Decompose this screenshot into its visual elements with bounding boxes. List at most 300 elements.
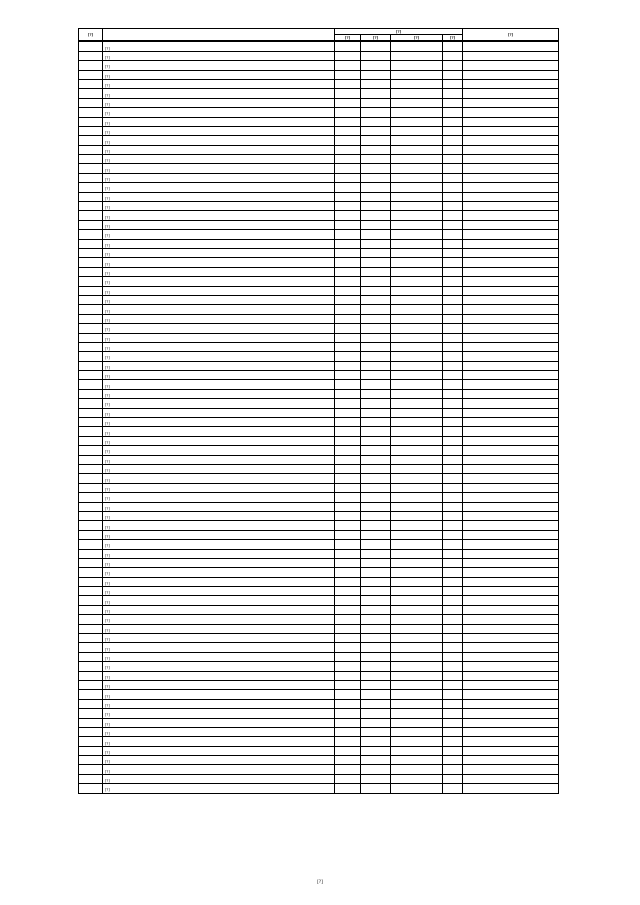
row-name: [?] bbox=[103, 690, 335, 699]
row-target bbox=[391, 493, 443, 502]
row-number bbox=[79, 502, 103, 511]
row-grbs bbox=[335, 784, 361, 793]
row-grbs bbox=[335, 89, 361, 98]
row-target bbox=[391, 305, 443, 314]
table-row bbox=[79, 258, 559, 267]
row-grbs bbox=[335, 577, 361, 586]
table-row bbox=[79, 108, 559, 117]
row-number bbox=[79, 220, 103, 229]
row-number bbox=[79, 671, 103, 680]
row-name: [?] bbox=[103, 155, 335, 164]
row-grbs bbox=[335, 239, 361, 248]
row-amount bbox=[463, 202, 559, 211]
row-type bbox=[443, 239, 463, 248]
row-type bbox=[443, 540, 463, 549]
row-name: [?] bbox=[103, 333, 335, 342]
row-name: [?] bbox=[103, 784, 335, 793]
row-section bbox=[361, 540, 391, 549]
row-name: [?] bbox=[103, 634, 335, 643]
row-target bbox=[391, 324, 443, 333]
row-number bbox=[79, 784, 103, 793]
table-row bbox=[79, 314, 559, 323]
row-target bbox=[391, 408, 443, 417]
row-section bbox=[361, 389, 391, 398]
row-target bbox=[391, 314, 443, 323]
row-amount bbox=[463, 399, 559, 408]
row-type bbox=[443, 699, 463, 708]
row-number bbox=[79, 389, 103, 398]
row-grbs bbox=[335, 530, 361, 539]
row-name: [?] bbox=[103, 399, 335, 408]
row-target bbox=[391, 577, 443, 586]
row-type bbox=[443, 267, 463, 276]
row-target bbox=[391, 389, 443, 398]
row-target bbox=[391, 530, 443, 539]
row-amount bbox=[463, 774, 559, 783]
row-name: [?] bbox=[103, 455, 335, 464]
table-body bbox=[79, 42, 559, 793]
row-type bbox=[443, 145, 463, 154]
row-number bbox=[79, 79, 103, 88]
row-number bbox=[79, 239, 103, 248]
row-amount bbox=[463, 511, 559, 520]
row-amount bbox=[463, 634, 559, 643]
table-row bbox=[79, 558, 559, 567]
row-number bbox=[79, 145, 103, 154]
row-grbs bbox=[335, 765, 361, 774]
row-number bbox=[79, 652, 103, 661]
row-name: [?] bbox=[103, 183, 335, 192]
table-row bbox=[79, 493, 559, 502]
table-row bbox=[79, 737, 559, 746]
table-row bbox=[79, 136, 559, 145]
row-number bbox=[79, 634, 103, 643]
row-type bbox=[443, 258, 463, 267]
row-section bbox=[361, 164, 391, 173]
row-section bbox=[361, 380, 391, 389]
table-row bbox=[79, 220, 559, 229]
row-target bbox=[391, 98, 443, 107]
row-number bbox=[79, 173, 103, 182]
row-grbs bbox=[335, 436, 361, 445]
row-section bbox=[361, 756, 391, 765]
header-grbs: [?] bbox=[335, 35, 361, 41]
header-no: [?] bbox=[79, 29, 103, 41]
row-section bbox=[361, 42, 391, 51]
row-grbs bbox=[335, 258, 361, 267]
row-target bbox=[391, 230, 443, 239]
table-row bbox=[79, 483, 559, 492]
row-section bbox=[361, 258, 391, 267]
table-row bbox=[79, 605, 559, 614]
row-target bbox=[391, 756, 443, 765]
row-type bbox=[443, 690, 463, 699]
table-row bbox=[79, 277, 559, 286]
row-amount bbox=[463, 117, 559, 126]
table-row bbox=[79, 117, 559, 126]
row-amount bbox=[463, 699, 559, 708]
row-number bbox=[79, 249, 103, 258]
row-grbs bbox=[335, 652, 361, 661]
row-type bbox=[443, 70, 463, 79]
row-target bbox=[391, 568, 443, 577]
row-amount bbox=[463, 136, 559, 145]
row-name: [?] bbox=[103, 211, 335, 220]
row-type bbox=[443, 568, 463, 577]
row-grbs bbox=[335, 286, 361, 295]
row-type bbox=[443, 51, 463, 60]
row-target bbox=[391, 211, 443, 220]
row-number bbox=[79, 126, 103, 135]
row-target bbox=[391, 136, 443, 145]
row-section bbox=[361, 511, 391, 520]
row-section bbox=[361, 718, 391, 727]
row-target bbox=[391, 587, 443, 596]
table-row bbox=[79, 540, 559, 549]
row-name: [?] bbox=[103, 61, 335, 70]
row-type bbox=[443, 605, 463, 614]
table-row bbox=[79, 784, 559, 793]
row-grbs bbox=[335, 568, 361, 577]
row-section bbox=[361, 427, 391, 436]
row-name: [?] bbox=[103, 558, 335, 567]
row-number bbox=[79, 155, 103, 164]
row-section bbox=[361, 399, 391, 408]
row-name: [?] bbox=[103, 239, 335, 248]
row-number bbox=[79, 277, 103, 286]
row-name: [?] bbox=[103, 746, 335, 755]
row-section bbox=[361, 615, 391, 624]
table-row bbox=[79, 380, 559, 389]
table-row bbox=[79, 418, 559, 427]
table-row bbox=[79, 521, 559, 530]
row-number bbox=[79, 399, 103, 408]
row-target bbox=[391, 295, 443, 304]
row-number bbox=[79, 183, 103, 192]
row-type bbox=[443, 727, 463, 736]
row-number bbox=[79, 380, 103, 389]
table-row bbox=[79, 70, 559, 79]
row-type bbox=[443, 108, 463, 117]
row-type bbox=[443, 446, 463, 455]
row-section bbox=[361, 333, 391, 342]
row-amount bbox=[463, 352, 559, 361]
header-amount: [?] bbox=[463, 29, 559, 41]
row-target bbox=[391, 680, 443, 689]
row-grbs bbox=[335, 558, 361, 567]
row-type bbox=[443, 737, 463, 746]
row-amount bbox=[463, 455, 559, 464]
row-name: [?] bbox=[103, 408, 335, 417]
row-type bbox=[443, 756, 463, 765]
row-number bbox=[79, 136, 103, 145]
table-row bbox=[79, 183, 559, 192]
row-number bbox=[79, 418, 103, 427]
row-name: [?] bbox=[103, 352, 335, 361]
row-amount bbox=[463, 643, 559, 652]
table-row bbox=[79, 690, 559, 699]
row-number bbox=[79, 352, 103, 361]
row-amount bbox=[463, 42, 559, 51]
row-name: [?] bbox=[103, 596, 335, 605]
row-amount bbox=[463, 230, 559, 239]
row-section bbox=[361, 521, 391, 530]
row-section bbox=[361, 474, 391, 483]
row-number bbox=[79, 605, 103, 614]
row-section bbox=[361, 126, 391, 135]
header-target: [?] bbox=[391, 35, 443, 41]
row-grbs bbox=[335, 521, 361, 530]
row-amount bbox=[463, 493, 559, 502]
row-name: [?] bbox=[103, 727, 335, 736]
row-amount bbox=[463, 295, 559, 304]
row-number bbox=[79, 521, 103, 530]
header-codes: [?] bbox=[335, 29, 463, 35]
row-target bbox=[391, 718, 443, 727]
table-row bbox=[79, 464, 559, 473]
row-name: [?] bbox=[103, 371, 335, 380]
table-row bbox=[79, 389, 559, 398]
row-name: [?] bbox=[103, 164, 335, 173]
row-grbs bbox=[335, 98, 361, 107]
row-section bbox=[361, 530, 391, 539]
row-amount bbox=[463, 680, 559, 689]
row-amount bbox=[463, 98, 559, 107]
row-target bbox=[391, 671, 443, 680]
row-name: [?] bbox=[103, 202, 335, 211]
row-section bbox=[361, 596, 391, 605]
row-type bbox=[443, 305, 463, 314]
table-row bbox=[79, 624, 559, 633]
row-name: [?] bbox=[103, 305, 335, 314]
row-section bbox=[361, 220, 391, 229]
row-target bbox=[391, 709, 443, 718]
row-name: [?] bbox=[103, 389, 335, 398]
row-type bbox=[443, 352, 463, 361]
table-row bbox=[79, 615, 559, 624]
row-grbs bbox=[335, 173, 361, 182]
row-type bbox=[443, 662, 463, 671]
row-amount bbox=[463, 361, 559, 370]
row-grbs bbox=[335, 183, 361, 192]
row-amount bbox=[463, 718, 559, 727]
row-grbs bbox=[335, 624, 361, 633]
row-grbs bbox=[335, 549, 361, 558]
row-type bbox=[443, 89, 463, 98]
row-name: [?] bbox=[103, 493, 335, 502]
row-section bbox=[361, 605, 391, 614]
row-section bbox=[361, 418, 391, 427]
row-section bbox=[361, 558, 391, 567]
row-grbs bbox=[335, 493, 361, 502]
row-grbs bbox=[335, 267, 361, 276]
row-number bbox=[79, 305, 103, 314]
table-row bbox=[79, 98, 559, 107]
row-target bbox=[391, 399, 443, 408]
row-amount bbox=[463, 436, 559, 445]
row-section bbox=[361, 455, 391, 464]
row-section bbox=[361, 249, 391, 258]
row-type bbox=[443, 79, 463, 88]
row-section bbox=[361, 568, 391, 577]
row-grbs bbox=[335, 737, 361, 746]
row-name: [?] bbox=[103, 427, 335, 436]
row-section bbox=[361, 680, 391, 689]
row-amount bbox=[463, 239, 559, 248]
row-name: [?] bbox=[103, 249, 335, 258]
row-number bbox=[79, 371, 103, 380]
row-target bbox=[391, 342, 443, 351]
row-type bbox=[443, 587, 463, 596]
row-grbs bbox=[335, 361, 361, 370]
row-number bbox=[79, 408, 103, 417]
row-section bbox=[361, 577, 391, 586]
row-amount bbox=[463, 192, 559, 201]
table-row bbox=[79, 371, 559, 380]
row-amount bbox=[463, 305, 559, 314]
table-row bbox=[79, 126, 559, 135]
row-target bbox=[391, 79, 443, 88]
row-name: [?] bbox=[103, 530, 335, 539]
row-grbs bbox=[335, 605, 361, 614]
row-type bbox=[443, 558, 463, 567]
table-row bbox=[79, 295, 559, 304]
row-section bbox=[361, 305, 391, 314]
row-amount bbox=[463, 577, 559, 586]
table-row bbox=[79, 765, 559, 774]
row-name: [?] bbox=[103, 540, 335, 549]
row-section bbox=[361, 690, 391, 699]
row-target bbox=[391, 286, 443, 295]
row-section bbox=[361, 277, 391, 286]
row-grbs bbox=[335, 117, 361, 126]
header-section: [?] bbox=[361, 35, 391, 41]
row-type bbox=[443, 502, 463, 511]
row-amount bbox=[463, 61, 559, 70]
row-grbs bbox=[335, 718, 361, 727]
row-target bbox=[391, 746, 443, 755]
table-row bbox=[79, 699, 559, 708]
row-amount bbox=[463, 164, 559, 173]
row-amount bbox=[463, 596, 559, 605]
row-number bbox=[79, 577, 103, 586]
row-grbs bbox=[335, 756, 361, 765]
row-section bbox=[361, 464, 391, 473]
row-number bbox=[79, 51, 103, 60]
row-amount bbox=[463, 418, 559, 427]
row-type bbox=[443, 286, 463, 295]
row-name: [?] bbox=[103, 774, 335, 783]
row-number bbox=[79, 446, 103, 455]
table-row bbox=[79, 530, 559, 539]
row-type bbox=[443, 202, 463, 211]
row-name: [?] bbox=[103, 126, 335, 135]
row-target bbox=[391, 474, 443, 483]
row-type bbox=[443, 249, 463, 258]
table-row bbox=[79, 511, 559, 520]
row-name: [?] bbox=[103, 464, 335, 473]
row-amount bbox=[463, 51, 559, 60]
table-row bbox=[79, 671, 559, 680]
table-row bbox=[79, 211, 559, 220]
row-section bbox=[361, 145, 391, 154]
table-row bbox=[79, 652, 559, 661]
row-section bbox=[361, 774, 391, 783]
row-amount bbox=[463, 286, 559, 295]
row-grbs bbox=[335, 126, 361, 135]
row-target bbox=[391, 361, 443, 370]
row-name: [?] bbox=[103, 267, 335, 276]
row-number bbox=[79, 718, 103, 727]
row-grbs bbox=[335, 634, 361, 643]
table-row bbox=[79, 680, 559, 689]
row-number bbox=[79, 286, 103, 295]
row-type bbox=[443, 774, 463, 783]
row-type bbox=[443, 324, 463, 333]
row-grbs bbox=[335, 446, 361, 455]
row-target bbox=[391, 727, 443, 736]
row-grbs bbox=[335, 342, 361, 351]
row-number bbox=[79, 464, 103, 473]
row-amount bbox=[463, 568, 559, 577]
row-section bbox=[361, 587, 391, 596]
row-grbs bbox=[335, 774, 361, 783]
row-target bbox=[391, 652, 443, 661]
row-amount bbox=[463, 324, 559, 333]
row-amount bbox=[463, 183, 559, 192]
row-section bbox=[361, 230, 391, 239]
row-type bbox=[443, 126, 463, 135]
row-target bbox=[391, 183, 443, 192]
row-section bbox=[361, 643, 391, 652]
row-target bbox=[391, 51, 443, 60]
row-section bbox=[361, 502, 391, 511]
row-name: [?] bbox=[103, 502, 335, 511]
row-grbs bbox=[335, 220, 361, 229]
row-target bbox=[391, 164, 443, 173]
row-number bbox=[79, 342, 103, 351]
row-name: [?] bbox=[103, 324, 335, 333]
table-row bbox=[79, 408, 559, 417]
row-type bbox=[443, 718, 463, 727]
row-grbs bbox=[335, 164, 361, 173]
row-name: [?] bbox=[103, 314, 335, 323]
row-section bbox=[361, 324, 391, 333]
row-type bbox=[443, 295, 463, 304]
row-target bbox=[391, 596, 443, 605]
row-section bbox=[361, 239, 391, 248]
row-section bbox=[361, 267, 391, 276]
row-name: [?] bbox=[103, 145, 335, 154]
table-row bbox=[79, 342, 559, 351]
row-target bbox=[391, 173, 443, 182]
row-name: [?] bbox=[103, 342, 335, 351]
row-section bbox=[361, 652, 391, 661]
row-target bbox=[391, 615, 443, 624]
row-section bbox=[361, 784, 391, 793]
row-type bbox=[443, 671, 463, 680]
row-amount bbox=[463, 446, 559, 455]
row-amount bbox=[463, 173, 559, 182]
row-target bbox=[391, 126, 443, 135]
row-grbs bbox=[335, 540, 361, 549]
row-type bbox=[443, 342, 463, 351]
row-section bbox=[361, 192, 391, 201]
table-row bbox=[79, 756, 559, 765]
row-grbs bbox=[335, 211, 361, 220]
row-section bbox=[361, 352, 391, 361]
row-type bbox=[443, 192, 463, 201]
